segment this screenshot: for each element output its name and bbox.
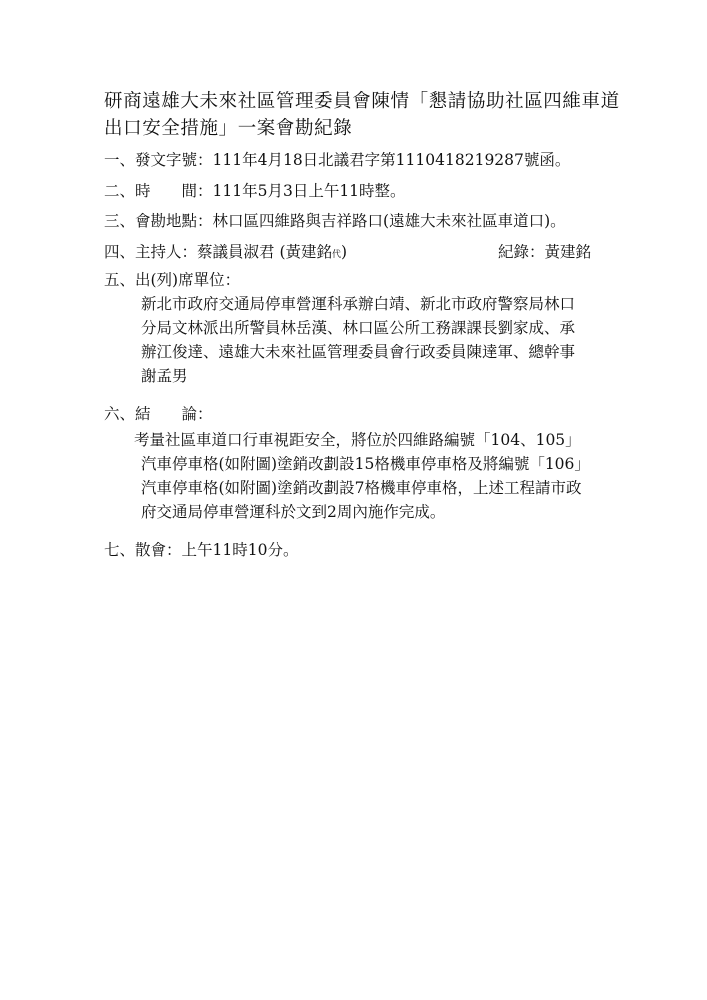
location-value: 林口區四維路與吉祥路口(遠雄大未來社區車道口)。	[212, 212, 566, 230]
host-label: 四、主持人：	[104, 243, 198, 261]
location-label: 三、會勘地點：	[104, 212, 213, 230]
adjourn-row	[104, 538, 298, 562]
recorder	[498, 240, 591, 264]
attendees-line: 新北市政府交通局停車營運科承辦白靖、新北市政府警察局林口	[141, 295, 576, 313]
recorder-value: 黃建銘	[544, 243, 592, 261]
time-label: 二、時 間：	[104, 182, 213, 200]
host-value: 蔡議員淑君 (黃建銘	[197, 243, 332, 261]
time-value: 111年5月3日上午11時整。	[212, 182, 406, 200]
recorder-label: 紀錄：	[498, 243, 545, 261]
doc-number-value: 111年4月18日北議君字第1110418219287號函。	[212, 151, 571, 169]
doc-number-label: 一、發文字號：	[104, 151, 213, 169]
location-row	[104, 209, 566, 233]
attendees-line: 謝孟男	[141, 367, 188, 385]
time-row	[104, 179, 406, 203]
title-line-1: 研商遠雄大未來社區管理委員會陳情「懇請協助社區四維車道	[104, 91, 620, 112]
host-row	[104, 240, 347, 267]
conclusion-line: 汽車停車格(如附圖)塗銷改劃設7格機車停車格，上述工程請市政	[141, 479, 582, 497]
conclusion-line: 府交通局停車營運科於文到2周內施作完成。	[141, 503, 446, 521]
host-close: )	[341, 243, 348, 261]
doc-number-row	[104, 148, 570, 172]
document-title	[104, 88, 624, 142]
title-line-2: 出口安全措施」一案會勘紀錄	[104, 118, 353, 139]
adjourn-label: 七、散會：	[104, 541, 182, 559]
conclusion-text	[134, 428, 590, 524]
attendees-line: 分局文林派出所警員林岳漢、林口區公所工務課課長劉家成、承	[141, 319, 576, 337]
attendees-list	[141, 292, 575, 388]
attendees-label: 五、出(列)席單位：	[104, 271, 241, 289]
attendees-line: 辦江俊達、遠雄大未來社區管理委員會行政委員陳達軍、總幹事	[141, 343, 576, 361]
conclusion-line: 考量社區車道口行車視距安全，將位於四維路編號「104、105」	[134, 431, 581, 449]
host-proxy-mark: 代	[332, 250, 342, 260]
conclusion-line: 汽車停車格(如附圖)塗銷改劃設15格機車停車格及將編號「106」	[141, 455, 590, 473]
adjourn-value: 上午11時10分。	[181, 541, 299, 559]
conclusion-label: 六、結 論：	[104, 405, 213, 423]
